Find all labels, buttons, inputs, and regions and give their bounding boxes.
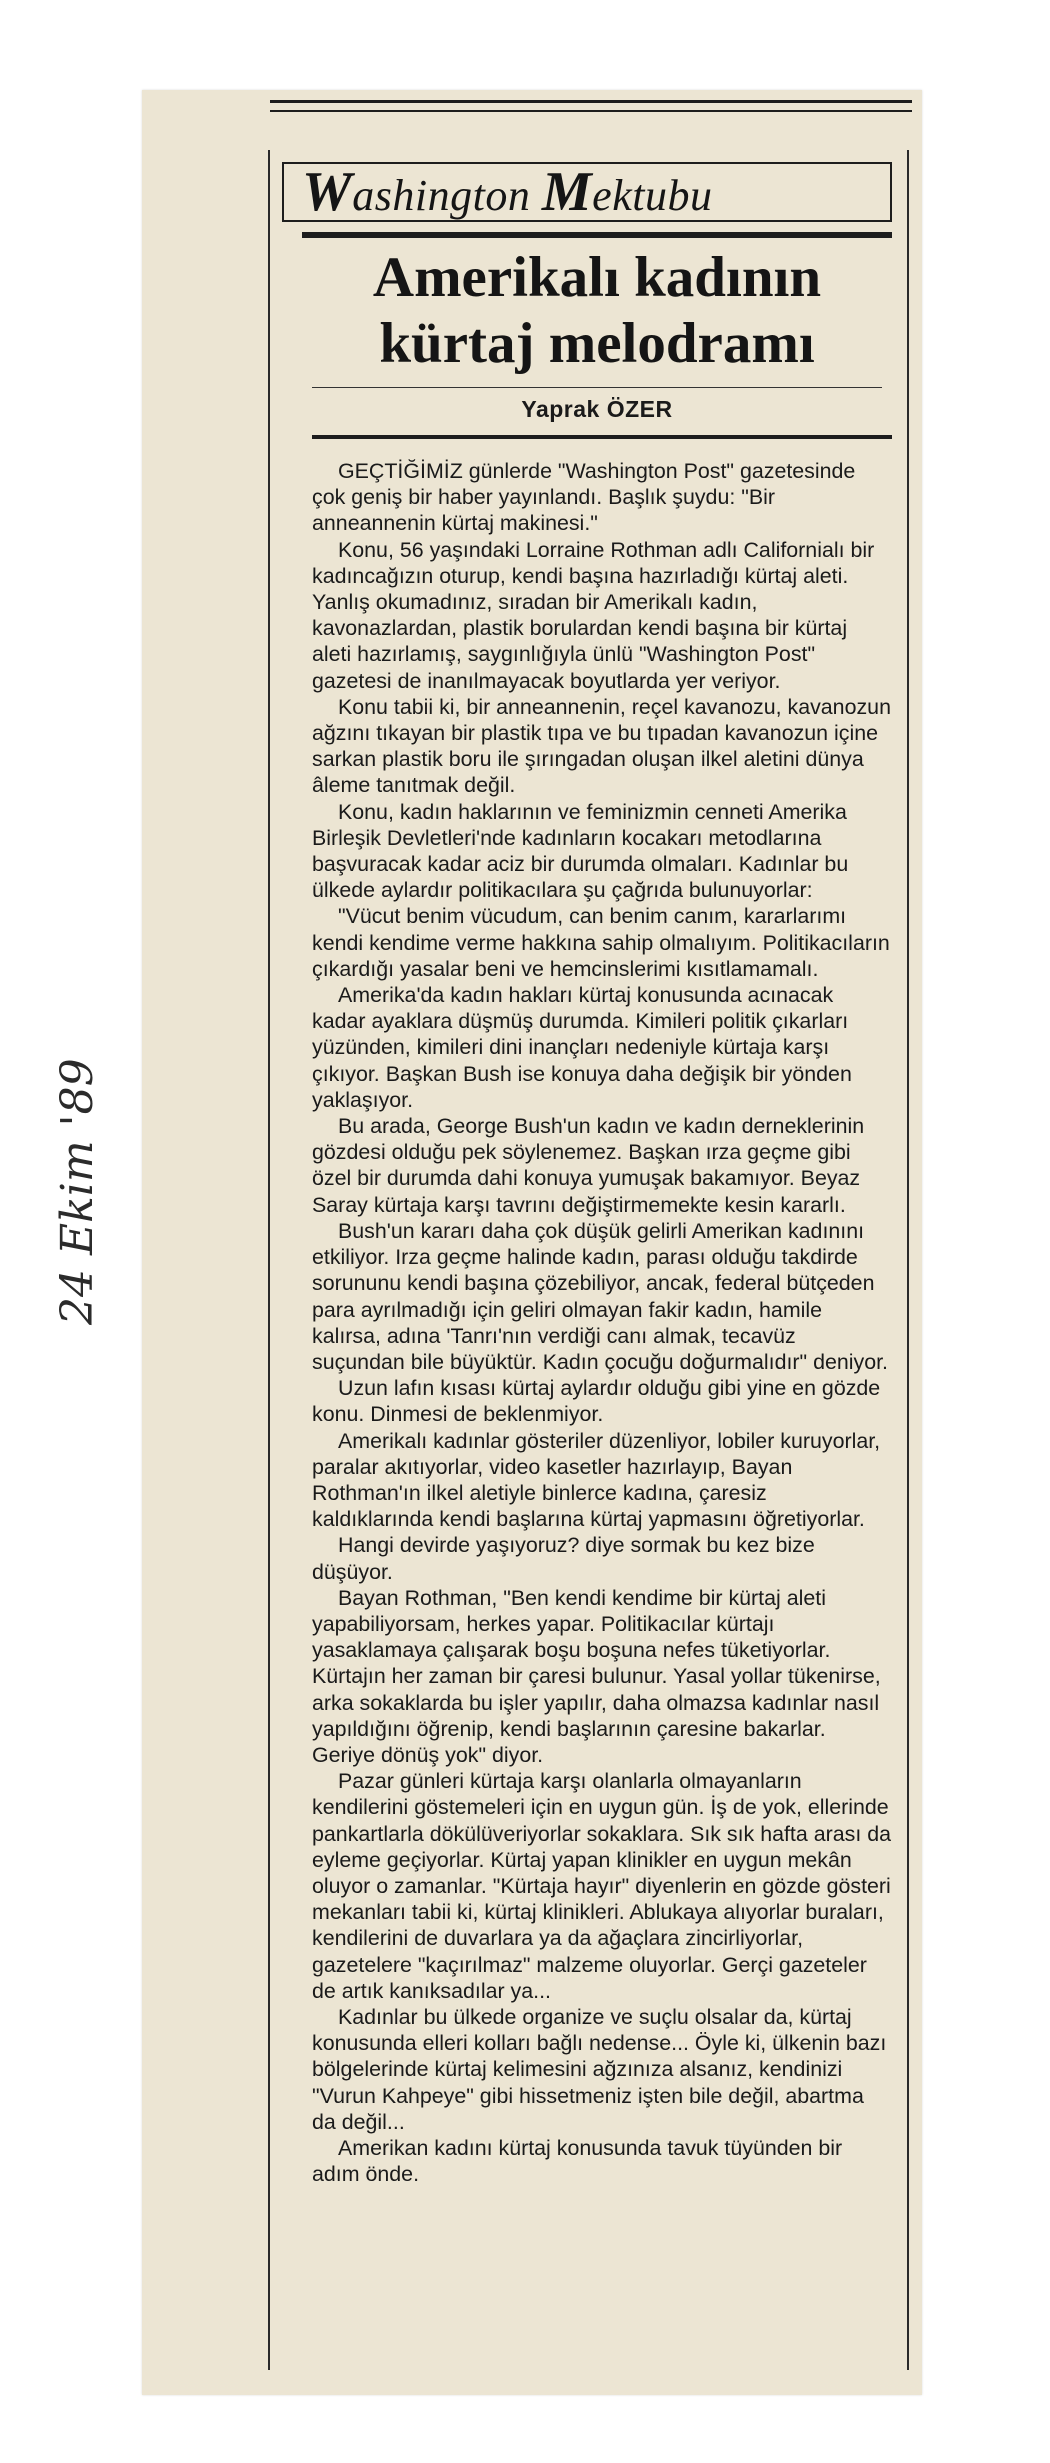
paragraph: Amerikalı kadınlar gösteriler düzenliyor, lobiler kuruyorlar, paralar akıtıyorlar, video kasetler hazırlayıp, Bayan Rothman'ın ilkel aletiyle binlerce kadına, çaresiz kaldıklarında kendi başlarına kürtaj yapmasını öğretiyorlar. <box>312 1428 881 1532</box>
paragraph: Konu, 56 yaşındaki Lorraine Rothman adlı Californialı bir kadıncağızın oturup, kendi başına hazırladığı kürtaj aleti. Yanlış okumadınız, sıradan bir Amerikalı kadın, kavonazlardan, plastik borulardan kendi başına bir kürtaj aleti hazırlamış, saygınlığıyla ünlü "Washington Post" gazetesi de inanılmayacak boyutlarda yer veriyor. <box>312 537 875 693</box>
paragraph: Uzun lafın kısası kürtaj aylardır olduğu gibi yine en gözde konu. Dinmesi de beklenmiyor. <box>312 1376 881 1427</box>
article-body <box>312 458 892 2187</box>
newspaper-clipping <box>142 90 922 2395</box>
paragraph: Hangi devirde yaşıyoruz? diye sormak bu kez bize düşüyor. <box>312 1533 815 1584</box>
paragraph: Amerikan kadını kürtaj konusunda tavuk tüyünden bir adım önde. <box>312 2136 843 2187</box>
column-rule-right <box>907 150 909 2370</box>
paragraph: "Vücut benim vücudum, can benim canım, kararlarımı kendi kendime verme hakkına sahip olmalıyım. Politikacıların çıkardığı yasalar beni ve hemcinslerimi kısıtlamamalı. <box>312 904 890 981</box>
column-header <box>282 162 892 222</box>
headline-line-1: Amerikalı kadının <box>372 246 822 309</box>
paragraph: Amerika'da kadın hakları kürtaj konusunda acınacak kadar ayaklara düşmüş durumda. Kimileri politik çıkarları yüzünden, kimileri dini inançları nedeniyle kürtaja karşı çıkıyor. Başkan Bush ise konuya daha değişik bir yönden yaklaşıyor. <box>312 983 852 1112</box>
handwritten-date: 24 Ekim '89 <box>52 1058 103 1325</box>
top-rule-thin <box>270 110 912 112</box>
top-rule <box>270 100 912 103</box>
column-name: Washington Mektubu <box>302 161 713 223</box>
byline-rule-top <box>312 387 882 388</box>
headline <box>292 245 902 377</box>
byline: Yaprak ÖZER <box>521 396 673 422</box>
paragraph: Konu, kadın haklarının ve feminizmin cenneti Amerika Birleşik Devletleri'nde kadınların kocakarı metodlarına başvuracak kadar aciz bir durumda olmaları. Kadınlar bu ülkede aylardır politikacılara şu çağrıda bulunuyorlar: <box>312 799 849 903</box>
handwritten-date-area <box>42 1058 122 1330</box>
paragraph: Pazar günleri kürtaja karşı olanlarla olmayanların kendilerini göstemeleri için en uygun gün. İş de yok, ellerinde pankartlarla dökülüveriyorlar sokaklara. Sık sık hafta arası da eyleme geçiyorlar. Kürtaj yapan klinikler en uygun mekân oluyor o zamanlar. "Kürtaja hayır" diyenlerin en gözde gösteri mekanları tabii ki, kürtaj klinikleri. Ablukaya alıyorlar buraları, kendilerini de duvarlara ya da ağaçlara zincirliyorlar, gazetelere "kaçırılmaz" malzeme oluyorlar. Gerçi gazeteler de artık kanıksadılar ya... <box>312 1769 892 2003</box>
paragraph: Konu tabii ki, bir anneannenin, reçel kavanozu, kavanozun ağzını tıkayan bir plastik tıpa ve bu tıpadan kavanozun içine sarkan plastik boru ile şırıngadan oluşan ilkel aletini dünya âleme tanıtmak değil. <box>312 694 891 798</box>
paragraph: Bayan Rothman, "Ben kendi kendime bir kürtaj aleti yapabiliyorsam, herkes yapar. Politikacılar kürtajı yasaklamaya çalışarak boşu boşuna nefes tüketiyorlar. Kürtajın her zaman bir çaresi bulunur. Yasal yollar tükenirse, arka sokaklarda bu işler yapılır, daha olmazsa kadınlar nasıl yapıldığını öğrenip, kendi başlarının çaresine bakarlar. Geriye dönüş yok" diyor. <box>312 1585 881 1767</box>
paragraph: Bush'un kararı daha çok düşük gelirli Amerikan kadınını etkiliyor. Irza geçme halinde kadın, parası olduğu takdirde sorununu kendi başına çözebiliyor, ancak, federal bütçeden para ayrılmadığı için geliri olmayan fakir kadın, hamile kalırsa, adına 'Tanrı'nın verdiği canı almak, tecavüz suçundan bile büyüktür. Kadın çocuğu doğurmalıdır" deniyor. <box>312 1218 889 1374</box>
paragraph: GEÇTİĞİMİZ günlerde "Washington Post" gazetesinde çok geniş bir haber yayınlandı. Başlık şuydu: "Bir anneannenin kürtaj makinesi." <box>312 459 856 536</box>
byline-rule-bottom <box>312 435 892 439</box>
paragraph: Kadınlar bu ülkede organize ve suçlu olsalar da, kürtaj konusunda elleri kolları bağlı nedense... Öyle ki, ülkenin bazı bölgelerinde kürtaj kelimesini ağzınıza alsanız, kendinizi "Vurun Kahpeye" gibi hissetmeniz işten bile değil, abartma da değil... <box>312 2004 887 2134</box>
header-rule <box>302 232 892 238</box>
paragraph: Bu arada, George Bush'un kadın ve kadın derneklerinin gözdesi olduğu pek söylenemez. Başkan ırza geçme gibi özel bir durumda dahi konuya yumuşak bakamıyor. Beyaz Saray kürtaja karşı tavrını değiştirmemekte kesin kararlı. <box>312 1114 865 1217</box>
headline-line-2: kürtaj melodramı <box>379 312 815 375</box>
column-rule-left <box>268 150 270 2370</box>
